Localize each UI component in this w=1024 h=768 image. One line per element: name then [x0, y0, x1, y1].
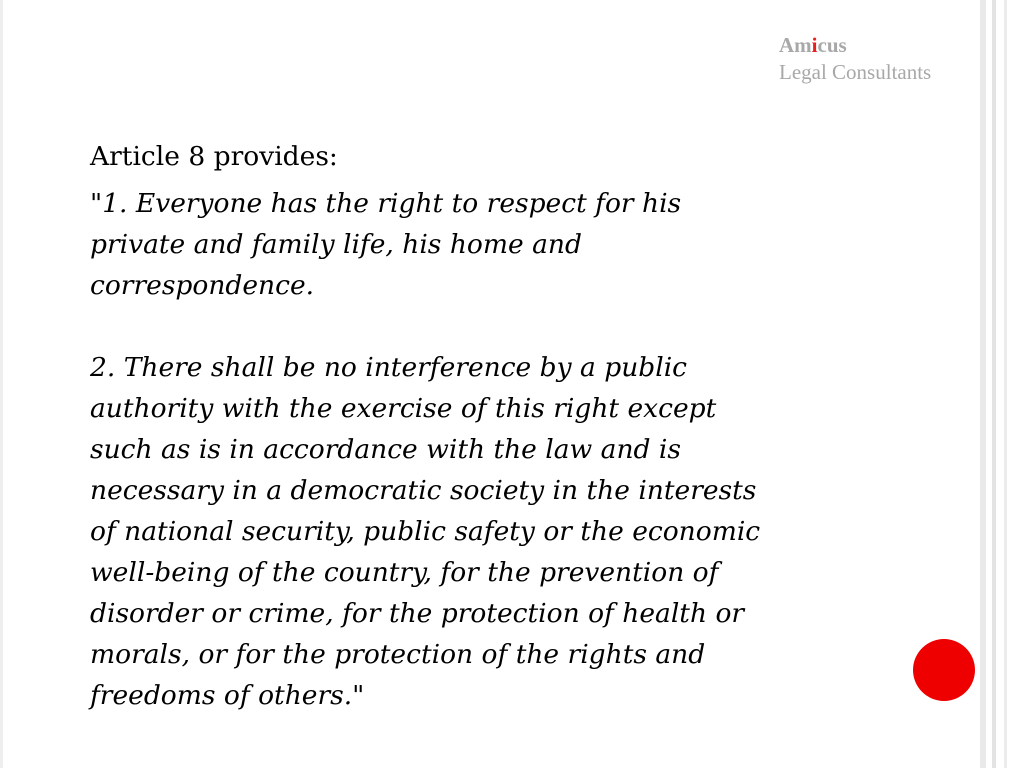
- slide-frame-bar: [1004, 0, 1007, 768]
- brand-name: [779, 32, 931, 59]
- article-paragraph-2: 2. There shall be no interference by a public authority with the exercise of this right except such as is in accordance with the law and is necessary in a democratic society in the interests of national security, public safety or the economic well-being of the country, for the prevention of disorder or crime, for the protection of health or morals, or for the protection of the rights and freedoms of others.": [90, 352, 761, 711]
- brand-name-prefix: Am: [779, 33, 812, 57]
- slide-frame-bar: [992, 0, 996, 768]
- article-intro: Article 8 provides:: [90, 141, 338, 172]
- brand-logo: [779, 32, 931, 86]
- brand-name-highlight: i: [811, 33, 818, 57]
- red-dot-decoration: [913, 639, 975, 701]
- slide-frame-left: [0, 0, 3, 768]
- slide-body: [90, 136, 880, 716]
- article-paragraph-1: "1. Everyone has the right to respect for his private and family life, his home and correspondence.: [90, 188, 682, 301]
- brand-name-suffix: cus: [817, 33, 847, 57]
- brand-subtitle: Legal Consultants: [779, 60, 932, 84]
- slide-frame-bar: [980, 0, 986, 768]
